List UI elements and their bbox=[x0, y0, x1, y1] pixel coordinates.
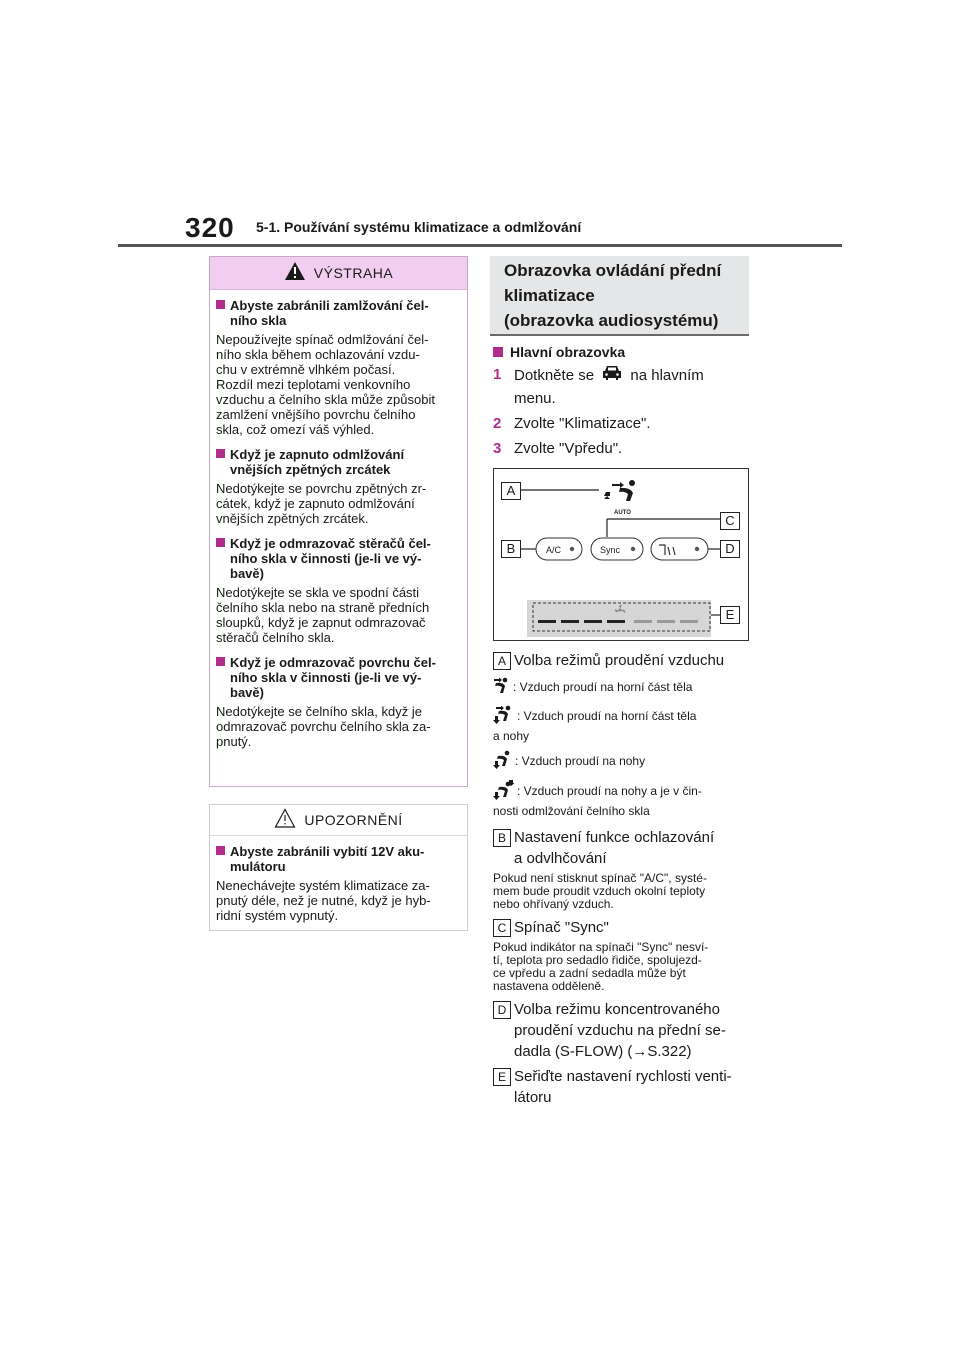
mode-row: : Vzduch proudí na nohy a je v čin- nosti odmlžování čelního skla bbox=[493, 780, 755, 819]
item-key: B bbox=[493, 829, 511, 847]
callout-a: A bbox=[501, 482, 521, 500]
bullet-square-icon bbox=[216, 846, 225, 855]
notice-title: UPOZORNĚNÍ bbox=[304, 812, 403, 828]
feet-defrost-airflow-icon bbox=[493, 780, 515, 804]
bullet-square-icon bbox=[216, 449, 225, 458]
auto-indicator: AUTO bbox=[614, 510, 631, 516]
item-c bbox=[493, 917, 755, 938]
section-banner bbox=[490, 256, 749, 336]
warning-box bbox=[209, 256, 468, 787]
banner-line: (obrazovka audiosystému) bbox=[504, 311, 719, 330]
notice-header bbox=[210, 805, 467, 836]
callout-c: C bbox=[720, 512, 740, 530]
car-icon bbox=[601, 364, 623, 388]
warning-section-heading: Když je zapnuto odmlžování vnějších zpětných zrcátek bbox=[216, 447, 461, 477]
item-key: C bbox=[493, 919, 511, 937]
item-e bbox=[493, 1066, 755, 1108]
callout-e: E bbox=[720, 606, 740, 624]
warning-section-text: Nedotýkejte se čelního skla, když je odmrazovač povrchu čelního skla za- pnutý. bbox=[216, 704, 431, 749]
warning-section-text: Nedotýkejte se povrchu zpětných zr- cátek, když je zapnuto odmlžování vnějších zpětných zrcátek. bbox=[216, 481, 427, 526]
bullet-square-icon bbox=[493, 347, 503, 357]
item-title: Volba režimů proudění vzduchu bbox=[514, 652, 725, 669]
item-d bbox=[493, 999, 755, 1062]
item-title: proudění vzduchu na přední se- bbox=[514, 1022, 726, 1039]
warning-triangle-icon bbox=[284, 261, 306, 286]
climate-screen-diagram bbox=[493, 468, 749, 641]
mode-row: : Vzduch proudí na horní část těla bbox=[493, 677, 755, 699]
warning-section-heading: Když je odmrazovač stěračů čel- ního skla v činnosti (je-li ve vý- bavě) bbox=[216, 536, 461, 581]
notice-box bbox=[209, 804, 468, 931]
bullet-square-icon bbox=[216, 657, 225, 666]
ac-button-label: A/C bbox=[546, 545, 562, 555]
item-title: Spínač "Sync" bbox=[514, 919, 609, 936]
step-2: 2 Zvolte "Klimatizace". bbox=[493, 415, 651, 432]
upper-body-feet-airflow-icon bbox=[493, 705, 515, 729]
page-number: 320 bbox=[185, 212, 235, 243]
caution-triangle-icon bbox=[274, 808, 296, 833]
step-number: 3 bbox=[493, 440, 502, 457]
sync-button-label: Sync bbox=[600, 545, 621, 555]
warning-section-text: Nepoužívejte spínač odmlžování čel- ního skla během ochlazování vzdu- chu v extrémně vlhkém počasí. Rozdíl mezi teplotami venkovního vzduchu a čelního skla může způsobit zamlžení vnějšího povrchu čelního skla, což omezí váš výhled. bbox=[216, 332, 435, 437]
warning-section bbox=[216, 298, 461, 437]
banner-line: Obrazovka ovládání přední bbox=[504, 261, 722, 280]
step-number: 1 bbox=[493, 366, 502, 383]
items-list bbox=[493, 650, 755, 1108]
warning-section bbox=[216, 447, 461, 526]
chapter-title: 5-1. Používání systému klimatizace a odmlžování bbox=[256, 219, 582, 235]
step-3: 3 Zvolte "Vpředu". bbox=[493, 440, 623, 457]
main-screen-heading: Hlavní obrazovka bbox=[493, 344, 755, 360]
warning-section-text: Nedotýkejte se skla ve spodní části čelního skla nebo na straně předních sloupků, když je zapnut odmrazovač stěračů čelního skla. bbox=[216, 585, 430, 645]
warning-title: VÝSTRAHA bbox=[313, 265, 394, 281]
callout-b: B bbox=[501, 540, 521, 558]
item-title: látoru bbox=[514, 1089, 552, 1106]
fan-speed-bars bbox=[538, 620, 698, 623]
feet-airflow-icon bbox=[493, 750, 513, 774]
warning-header bbox=[210, 257, 467, 290]
warning-section bbox=[216, 655, 461, 749]
item-b bbox=[493, 827, 755, 869]
item-title: Nastavení funkce ochlazování bbox=[514, 829, 715, 846]
item-title: Volba režimu koncentrovaného bbox=[514, 1001, 720, 1018]
item-desc: Pokud není stisknut spínač "A/C", systé- mem bude proudit vzduch okolní teploty nebo ohřívaný vzduch. bbox=[493, 871, 707, 911]
callout-d: D bbox=[720, 540, 740, 558]
notice-section-text: Nenechávejte systém klimatizace za- pnutý déle, než je nutné, když je hyb- ridní systém vypnutý. bbox=[216, 878, 431, 923]
item-title: Seřiďte nastavení rychlosti venti- bbox=[514, 1068, 732, 1085]
mode-row: : Vzduch proudí na nohy bbox=[493, 750, 755, 774]
item-desc: Pokud indikátor na spínači "Sync" nesví- tí, teplota pro sedadlo řidiče, spolujezd- ce vpředu a zadní sedadla může být nastavena odděleně. bbox=[493, 940, 709, 993]
main-screen-section bbox=[493, 342, 755, 459]
warning-section-heading: Když je odmrazovač povrchu čel- ního skla v činnosti (je-li ve vý- bavě) bbox=[216, 655, 461, 700]
airflow-mode-icon bbox=[604, 480, 635, 501]
bullet-square-icon bbox=[216, 538, 225, 547]
item-a bbox=[493, 650, 755, 671]
item-title: dadla (S-FLOW) (→S.322) bbox=[514, 1043, 692, 1060]
step-number: 2 bbox=[493, 415, 502, 432]
warning-section bbox=[216, 536, 461, 645]
item-title: a odvlhčování bbox=[514, 850, 607, 867]
item-key: E bbox=[493, 1068, 511, 1086]
item-key: D bbox=[493, 1001, 511, 1019]
banner-line: klimatizace bbox=[504, 286, 595, 305]
step-1: 1 Dotkněte se na hlavním menu. bbox=[493, 366, 704, 407]
mode-row: : Vzduch proudí na horní část těla a nohy bbox=[493, 705, 755, 744]
upper-body-airflow-icon bbox=[493, 677, 511, 699]
notice-section-heading: Abyste zabránili vybití 12V aku- mulátoru bbox=[216, 844, 461, 874]
header-divider bbox=[118, 244, 842, 247]
warning-section-heading: Abyste zabránili zamlžování čel- ního skla bbox=[216, 298, 461, 328]
diagram-graphic bbox=[494, 469, 748, 640]
item-key: A bbox=[493, 652, 511, 670]
bullet-square-icon bbox=[216, 300, 225, 309]
